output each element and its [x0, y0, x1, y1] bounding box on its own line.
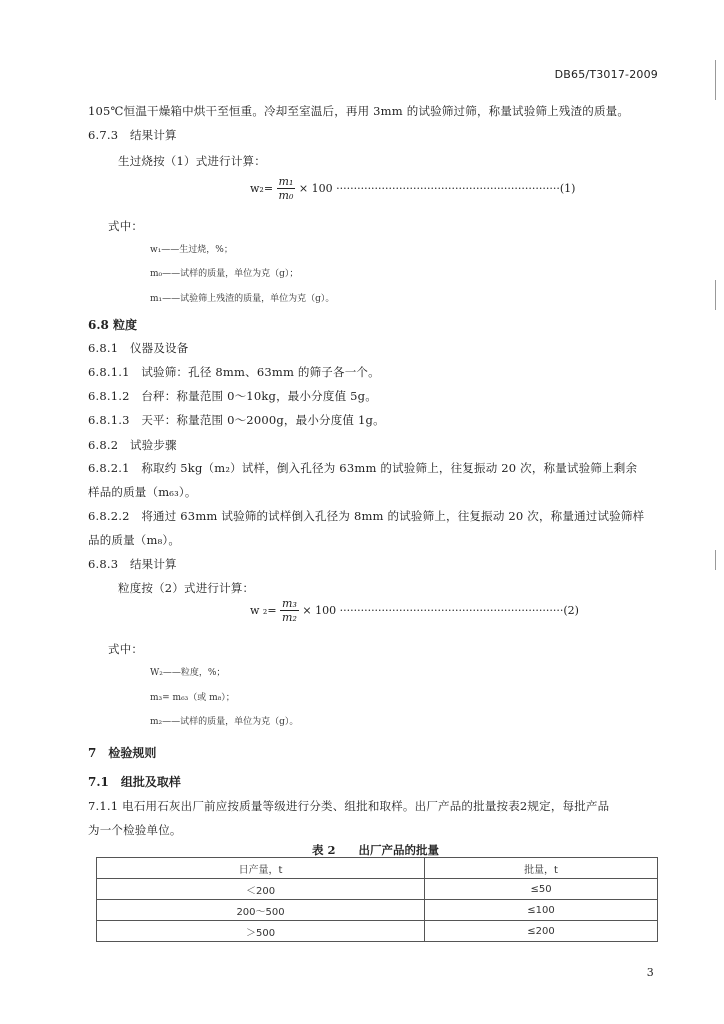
step-line: 6.8.2.2 将通过 63mm 试验筛的试样倒入孔径为 8mm 的试验筛上，往复振动 20 次，称量通过试验筛样	[88, 509, 645, 523]
step-line: 样品的质量（m₆₃）。	[88, 485, 197, 499]
formula-fraction	[280, 597, 299, 625]
step-line: 品的质量（m₈）。	[88, 533, 181, 547]
section-title-7-1: 7.1 组批及取样	[88, 775, 181, 789]
formula-denominator: m₂	[282, 611, 297, 624]
formula-rest: × 100 ································································(2)	[302, 604, 579, 617]
formula-lhs: w₂=	[250, 182, 274, 195]
formula-fraction	[277, 175, 296, 203]
definition-line: W₂——粒度，%；	[150, 668, 226, 678]
paragraph-line: 7.1.1 电石用石灰出厂前应按质量等级进行分类、组批和取样。出厂产品的批量按表2规定，每批产品	[88, 799, 610, 813]
table-row	[97, 879, 658, 900]
table-row	[97, 921, 658, 942]
table-cell: ≤200	[425, 921, 658, 942]
where-label: 式中：	[108, 642, 144, 656]
scan-mark	[715, 280, 716, 310]
definition-line: m₃= m₆₃（或 m₈）；	[150, 693, 235, 703]
scan-mark	[715, 60, 716, 100]
section-title-6-8-1: 6.8.1 仪器及设备	[88, 341, 189, 355]
formula-lhs: w ₂=	[250, 604, 277, 617]
definition-line: m₀——试样的质量，单位为克（g）；	[150, 269, 299, 279]
scan-mark	[715, 550, 716, 570]
section-title-6-8-2: 6.8.2 试验步骤	[88, 438, 177, 452]
table-header-cell: 批量，t	[425, 858, 658, 879]
section-title-6-8-3: 6.8.3 结果计算	[88, 557, 177, 571]
formula-intro: 粒度按（2）式进行计算：	[118, 581, 255, 595]
paragraph-line: 105℃恒温干燥箱中烘干至恒重。冷却至室温后，再用 3mm 的试验筛过筛，称量试验筛上残渣的质量。	[88, 104, 630, 118]
table-cell: ＞500	[97, 921, 425, 942]
table-cell: ≤50	[425, 879, 658, 900]
table-header-cell: 日产量，t	[97, 858, 425, 879]
definition-line: m₂——试样的质量，单位为克（g）。	[150, 717, 299, 727]
formula-numerator: m₃	[282, 597, 297, 610]
equipment-item: 6.8.1.3 天平：称量范围 0～2000g，最小分度值 1g。	[88, 413, 385, 427]
formula-intro: 生过烧按（1）式进行计算：	[118, 154, 266, 168]
paragraph-line: 为一个检验单位。	[88, 823, 182, 837]
formula-rest: × 100 ································································(1)	[298, 182, 576, 195]
chapter-title-7: 7 检验规则	[88, 746, 157, 760]
formula-denominator: m₀	[278, 189, 294, 202]
definition-line: w₁——生过烧，%；	[150, 245, 233, 255]
formula-numerator: m₁	[278, 175, 294, 188]
definition-line: m₁——试验筛上残渣的质量，单位为克（g）。	[150, 294, 335, 304]
section-title-6-8: 6.8 粒度	[88, 318, 138, 332]
doc-code: DB65/T3017-2009	[554, 68, 658, 81]
table-cell: ≤100	[425, 900, 658, 921]
table-cell: ＜200	[97, 879, 425, 900]
where-label: 式中：	[108, 219, 144, 233]
equipment-item: 6.8.1.2 台秤：称量范围 0～10kg，最小分度值 5g。	[88, 389, 377, 403]
formula-1	[250, 175, 575, 203]
table-caption: 表 2 出厂产品的批量	[312, 843, 440, 857]
step-line: 6.8.2.1 称取约 5kg（m₂）试样，倒入孔径为 63mm 的试验筛上，往复振动 20 次，称量试验筛上剩余	[88, 461, 638, 475]
formula-2	[250, 597, 579, 625]
table-header-row	[97, 858, 658, 879]
section-title-6-7-3: 6.7.3 结果计算	[88, 128, 177, 142]
table-cell: 200～500	[97, 900, 425, 921]
batch-table	[96, 857, 658, 942]
table-row	[97, 900, 658, 921]
equipment-item: 6.8.1.1 试验筛：孔径 8mm、63mm 的筛子各一个。	[88, 365, 380, 379]
page-number: 3	[646, 966, 654, 979]
